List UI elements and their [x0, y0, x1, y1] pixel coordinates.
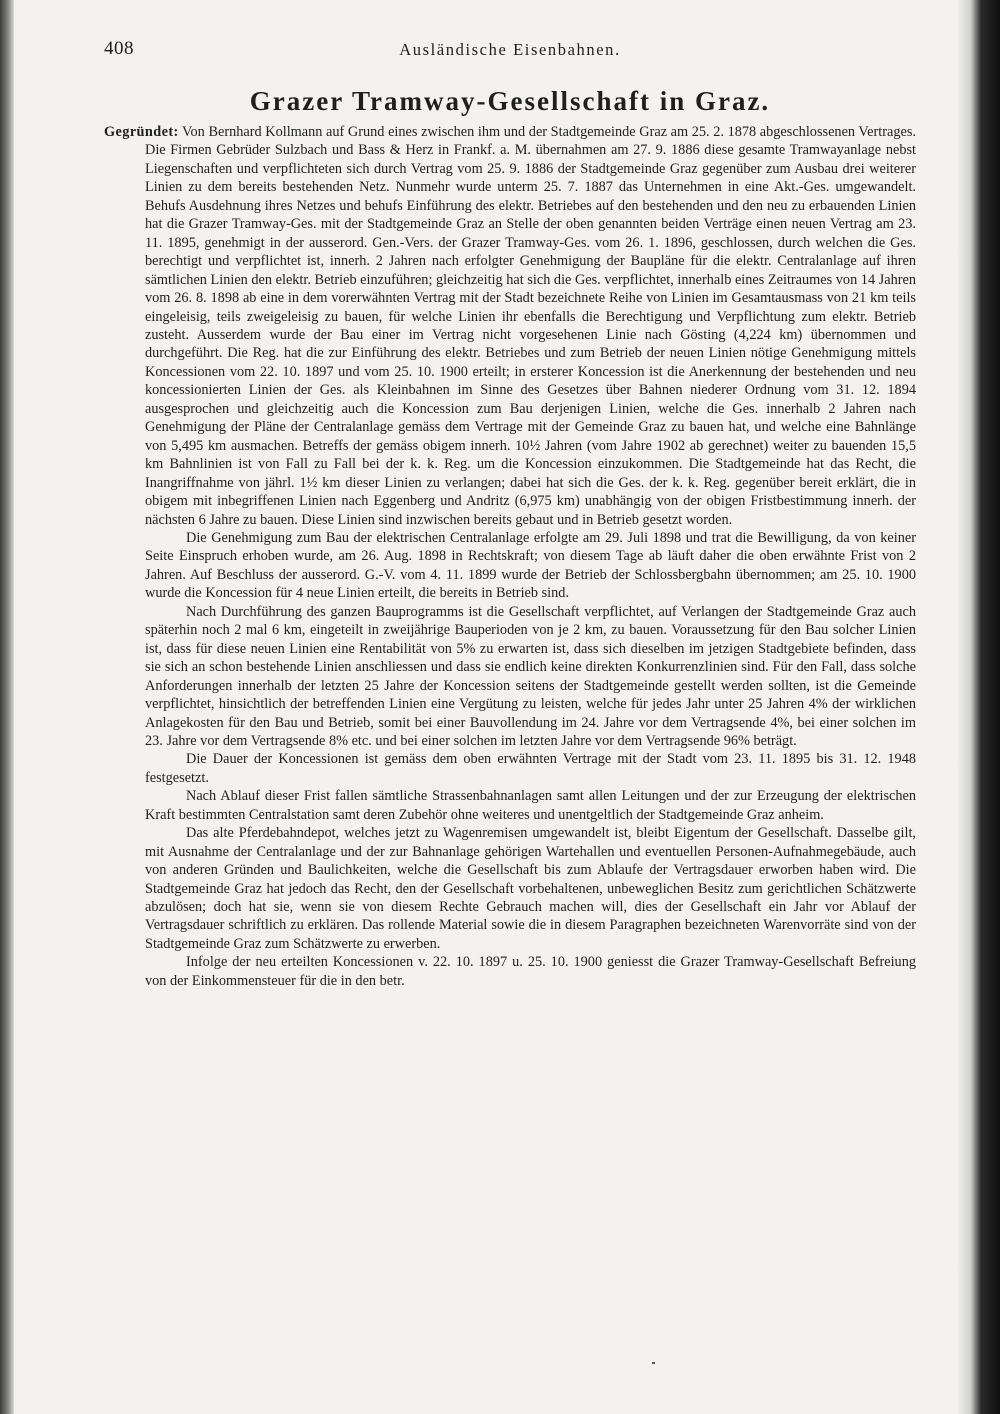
paragraph-construction-program: Nach Durchführung des ganzen Bauprogramms ist die Gesellschaft verpflichtet, auf Verlangen der Stadtgemeinde Graz auch späterhin noch 2 mal 6 km, eingeteilt in zweijährige Bauperioden von je 2 km, zu bauen. Voraussetzung für den Bau solcher Linien ist, dass für diese neuen Linien eine Rentabilität von 5% zu erwarten ist, dass sich dieselben im jetzigen Stadtgebiete befinden, dass sie sich an schon bestehende Linien anschliessen und dass sie endlich keine direkten Konkurrenzlinien sind. Für den Fall, dass solche Anforderungen innerhalb der letzten 25 Jahre der Koncession seitens der Stadtgemeinde gestellt werden sollten, ist die Gemeinde verpflichtet, hinsichtlich der betreffenden Linien eine Vergütung zu leisten, welche für jedes Jahr unter 25 Jahren 4% der wirklichen Anlagekosten für den Bau und Betrieb, somit bei einer Bauvollendung im 24. Jahre vor dem Vertragsende 4%, bei einer solchen im 23. Jahre vor dem Vertragsende 8% etc. und bei einer solchen im letzten Jahre vor dem Vertragsende 96% beträgt. — [145, 603, 916, 749]
article-title: Grazer Tramway-Gesellschaft in Graz. — [249, 86, 771, 116]
paragraph-concession-duration: Die Dauer der Koncessionen ist gemäss dem oben erwähnten Vertrage mit der Stadt vom 23. 11. 1895 bis 31. 12. 1948 festgesetzt. — [145, 751, 916, 786]
page-number: 408 — [104, 38, 134, 59]
running-head: Ausländische Eisenbahnen. — [399, 40, 621, 59]
paragraph-reversion: Nach Ablauf dieser Frist fallen sämtliche Strassenbahnanlagen samt allen Leitungen und der zur Erzeugung der elektrischen Kraft bestimmten Centralstation samt deren Zubehör ohne weiteres und unentgeltlich der Stadtgemeinde Graz anheim. — [145, 788, 916, 823]
paragraph-text: Von Bernhard Kollmann auf Grund eines zwischen ihm und der Stadtgemeinde Graz am 25. 2. 1878 abgeschlossenen Vertrages. Die Firmen Gebrüder Sulzbach und Bass & Herz in Frankf. a. M. übernahmen am 27. 9. 1886 diese gesamte Tramwayanlage nebst Liegenschaften und verpflichteten sich durch Vertrag vom 25. 9. 1886 der Stadtgemeinde Graz gegenüber zum Ausbau drei weiterer Linien zu dem bereits bestehenden Netz. Nunmehr wurde unterm 25. 7. 1887 das Unternehmen in eine Akt.-Ges. umgewandelt. Behufs Ausdehnung ihres Netzes und behufs Einführung des elektr. Betriebes auf den bestehenden und den neu zu erbauenden Linien hat die Grazer Tramway-Ges. mit der Stadtgemeinde Graz an Stelle der oben genannten beiden Verträge einen neuen Vertrag am 23. 11. 1895, genehmigt in der ausserord. Gen.-Vers. der Grazer Tramway-Ges. vom 26. 1. 1896, geschlossen, durch welchen die Ges. berechtigt und verpflichtet ist, innerh. 2 Jahren nach erfolgter Genehmigung der Baupläne für die elektr. Centralanlage auf ihren sämtlichen Linien den elektr. Betrieb einzuführen; gleichzeitig hat sich die Ges. verpflichtet, innerhalb eines Zeitraumes von 14 Jahren vom 26. 8. 1898 ab eine in dem vorerwähnten Vertrag mit der Stadt bezeichnete Reihe von Linien im Gesamtausmass von 21 km teils eingeleisig, teils zweigeleisig zu bauen, für welche Linien ihr ebenfalls die Berechtigung und Verpflichtung zum elektr. Betrieb zusteht. Ausserdem wurde der Bau einer im Vertrag nicht vorgesehenen Linie nach Gösting (4,224 km) übernommen und durchgeführt. Die Reg. hat die zur Einführung des elektr. Betriebes und zum Betrieb der neuen Linien nötige Genehmigung mittels Koncessionen vom 22. 10. 1897 und vom 25. 10. 1900 erteilt; in ersterer Koncession ist die Anerkennung der bestehenden und neu koncessionierten Linien der Ges. als Kleinbahnen im Sinne des Gesetzes über Bahnen niederer Ordnung vom 31. 12. 1894 ausgesprochen und gleichzeitig auch die Koncession zum Bau derjenigen Linien, welche die Ges. innerhalb 2 Jahren nach Genehmigung der Pläne der Centralanlage gemäss dem Vertrage mit der Gemeinde Graz zu bauen hat, und welche eine Bahnlänge von 5,495 km ausmachen. Betreffs der gemäss obigem innerh. 10½ Jahren (vom Jahre 1902 ab gerechnet) weiter zu bauenden 15,5 km Bahnlinien ist von Fall zu Fall bei der k. k. Reg. um die Koncession einzukommen. Die Stadtgemeinde hat das Recht, die Inangriffnahme von jährl. 1½ km dieser Linien zu verlangen; dabei hat sich die Ges. der k. k. Reg. gegenüber bereit erklärt, die in obigem mit inbegriffenen Linien nach Eggenberg und Andritz (6,975 km) unabhängig von der obigen Fristbestimmung innerh. der nächsten 6 Jahre zu bauen. Diese Linien sind inzwischen bereits gebaut und in Betrieb gesetzt worden. — [145, 124, 916, 528]
paragraph-depot: Das alte Pferdebahndepot, welches jetzt zu Wagenremisen umgewandelt ist, bleibt Eigentum der Gesellschaft. Dasselbe gilt, mit Ausnahme der Centralanlage und der zur Bahnanlage gehörigen Wartehallen und eventuellen Personen-Aufnahmegebäude, auch von anderen Gründen und Baulichkeiten, welche die Gesellschaft bis zum Ablaufe der Vertragsdauer erworben haben wird. Die Stadtgemeinde Graz hat jedoch das Recht, den der Gesellschaft vorbehaltenen, unbeweglichen Besitz zum gerichtlichen Schätzwerte abzulösen; doch hat sie, wenn sie von diesem Rechte Gebrauch machen will, dies der Gesellschaft ein Jahr vor Ablauf der Vertragsdauer schriftlich zu erklären. Das rollende Material sowie die in diesem Paragraphen bezeichneten Warenvorräte sind von der Stadtgemeinde Graz zum Schätzwerte zu erwerben. — [145, 825, 916, 952]
article-body — [104, 123, 916, 990]
book-binding-shadow — [0, 0, 14, 1414]
paragraph-tax-exemption: Infolge der neu erteilten Koncessionen v. 22. 10. 1897 u. 25. 10. 1900 geniesst die Grazer Tramway-Gesellschaft Befreiung von der Einkommensteuer für die in den betr. — [145, 954, 916, 989]
page-edge-shadow — [958, 0, 1000, 1414]
paragraph-approval: Die Genehmigung zum Bau der elektrischen Centralanlage erfolgte am 29. Juli 1898 und trat die Bewilligung, da von keiner Seite Einspruch erhoben wurde, am 26. Aug. 1898 in Rechtskraft; von diesem Tage ab läuft daher die oben erwähnte Frist von 2 Jahren. Auf Beschluss der ausserord. G.-V. vom 4. 11. 1899 wurde der Betrieb der Schlossbergbahn übernommen; am 25. 10. 1900 wurde die Koncession für 4 neue Linien erteilt, die bereits in Betrieb sind. — [145, 529, 916, 602]
scan-speck — [652, 1362, 655, 1364]
founded-label: Gegründet: — [104, 124, 179, 140]
page-header — [104, 38, 916, 62]
paragraph-founded — [104, 123, 916, 529]
